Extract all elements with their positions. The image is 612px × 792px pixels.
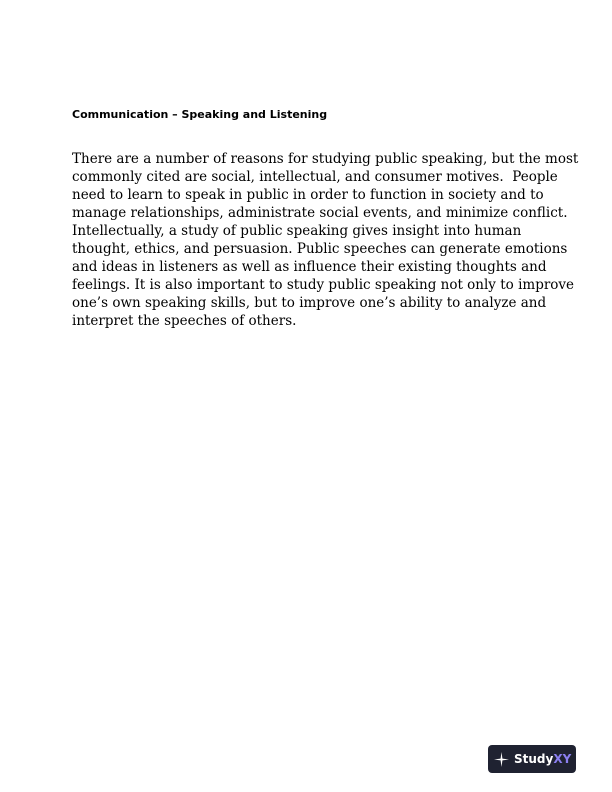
paragraph-line: need to learn to speak in public in order to function in society and to bbox=[72, 187, 544, 203]
document-title: Communication – Speaking and Listening bbox=[72, 108, 328, 121]
paragraph-line: one’s own speaking skills, but to improve one’s ability to analyze and bbox=[72, 295, 547, 311]
watermark-text bbox=[514, 752, 571, 766]
watermark-text-main: Study bbox=[514, 752, 554, 766]
plus-sparkle-icon bbox=[494, 752, 509, 767]
paragraph-line: Intellectually, a study of public speaking gives insight into human bbox=[72, 223, 522, 239]
paragraph-line: commonly cited are social, intellectual, and consumer motives. People bbox=[72, 169, 558, 185]
paragraph-line: thought, ethics, and persuasion. Public speeches can generate emotions bbox=[72, 241, 568, 257]
studyxy-watermark bbox=[488, 745, 576, 773]
paragraph-line: and ideas in listeners as well as influence their existing thoughts and bbox=[72, 259, 547, 275]
body-paragraph bbox=[72, 150, 579, 330]
paragraph-line: interpret the speeches of others. bbox=[72, 313, 297, 329]
paragraph-line: There are a number of reasons for studying public speaking, but the most bbox=[72, 151, 579, 167]
paragraph-line: manage relationships, administrate social events, and minimize conflict. bbox=[72, 205, 568, 221]
watermark-text-accent: XY bbox=[553, 752, 572, 766]
paragraph-line: feelings. It is also important to study public speaking not only to improve bbox=[72, 277, 575, 293]
